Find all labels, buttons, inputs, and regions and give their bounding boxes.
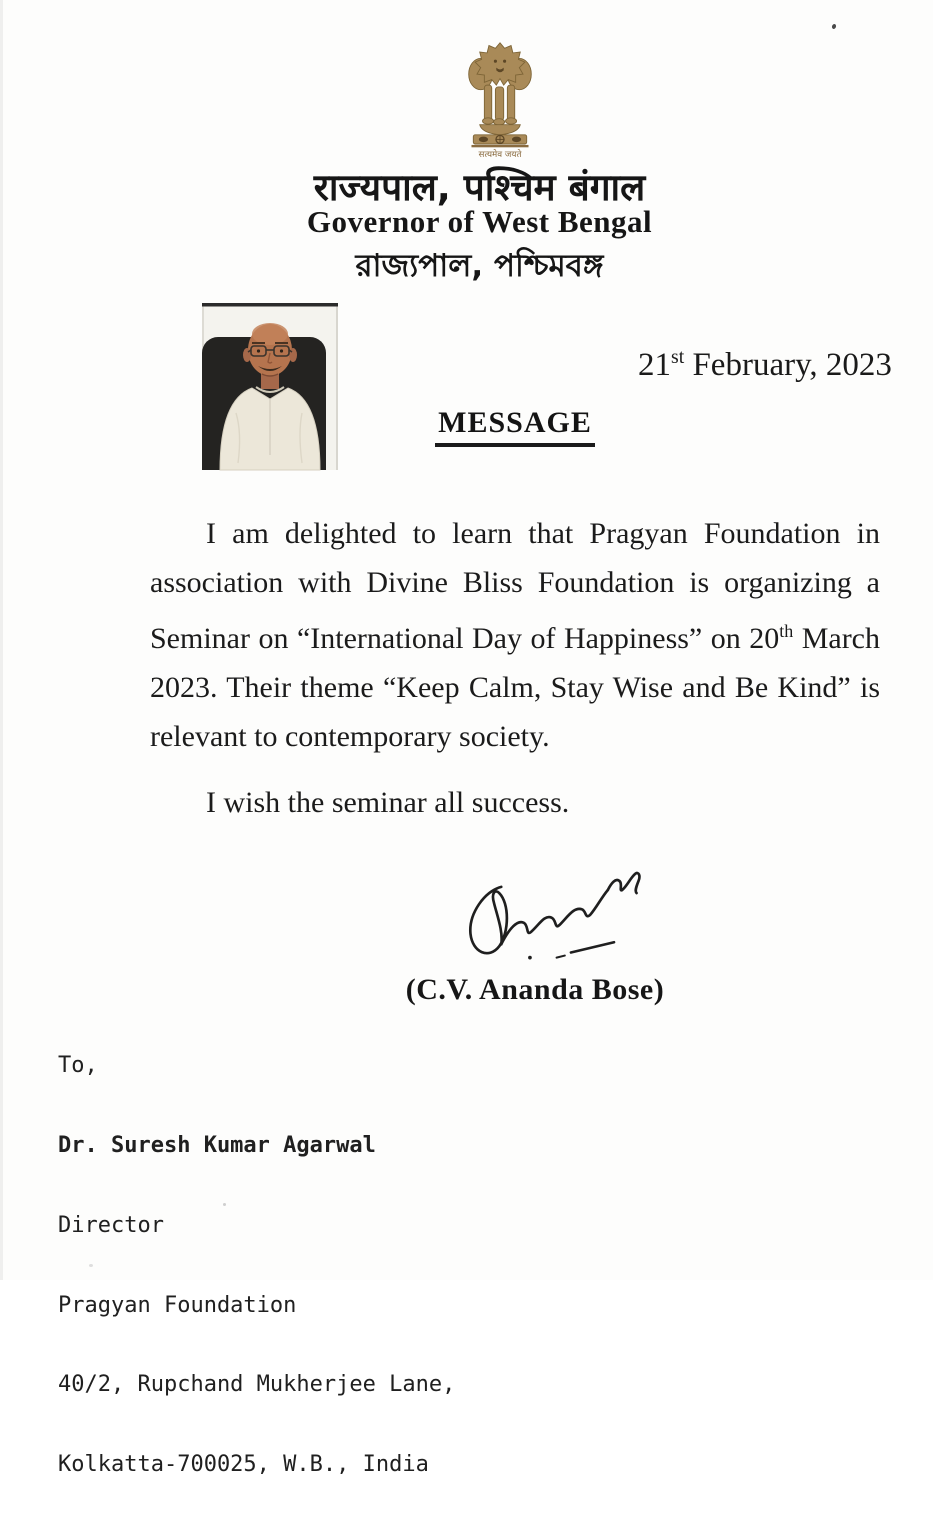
address-line-street: 40/2, Rupchand Mukherjee Lane, [58,1372,456,1398]
address-line-name: Dr. Suresh Kumar Agarwal [58,1132,376,1158]
ashoka-emblem-icon [454,36,546,160]
body-line: 2023. Their theme “Keep Calm, Stay Wise and Be Kind” is [150,670,880,704]
recipient-address [58,1000,455,1532]
body-line: Seminar on “International Day of Happiness” on 20th March [150,621,880,655]
letterhead-title-bengali: রাজ্যপাল, পশ্চিমবঙ্গ [355,248,604,284]
message-heading: MESSAGE [435,406,595,447]
scan-speck [89,1264,93,1267]
scan-speck [831,23,836,29]
address-line-designation: Director [58,1212,164,1238]
letter-date [638,346,918,384]
letter-body [150,509,880,827]
ordinal-superscript: th [779,621,794,641]
scan-speck [223,1203,226,1206]
letterhead-title-english: Governor of West Bengal [306,204,653,239]
date-ordinal: st [671,346,685,368]
body-line: relevant to contemporary society. [150,719,550,753]
scan-edge-shade [0,0,3,1280]
heading-wrap [150,406,880,447]
address-line-city: Kolkatta-700025, W.B., India [58,1452,429,1478]
handwritten-signature [450,858,655,966]
emblem-motto: सत्यमेव जयते [478,149,522,160]
closing-paragraph: I wish the seminar all success. [206,785,570,819]
signatory-name: (C.V. Ananda Bose) [405,973,665,1006]
body-line: I am delighted to learn that Pragyan Foundation in [206,517,880,550]
letterhead-title-hindi: राज्यपाल, पश्चिम बंगाल [313,166,646,209]
body-line: association with Divine Bliss Foundation is organizing a [150,566,880,599]
date-day: 21 [638,346,671,383]
address-line-organization: Pragyan Foundation [58,1292,297,1318]
date-month-year: February, 2023 [684,346,892,383]
address-line-to: To, [58,1053,98,1079]
